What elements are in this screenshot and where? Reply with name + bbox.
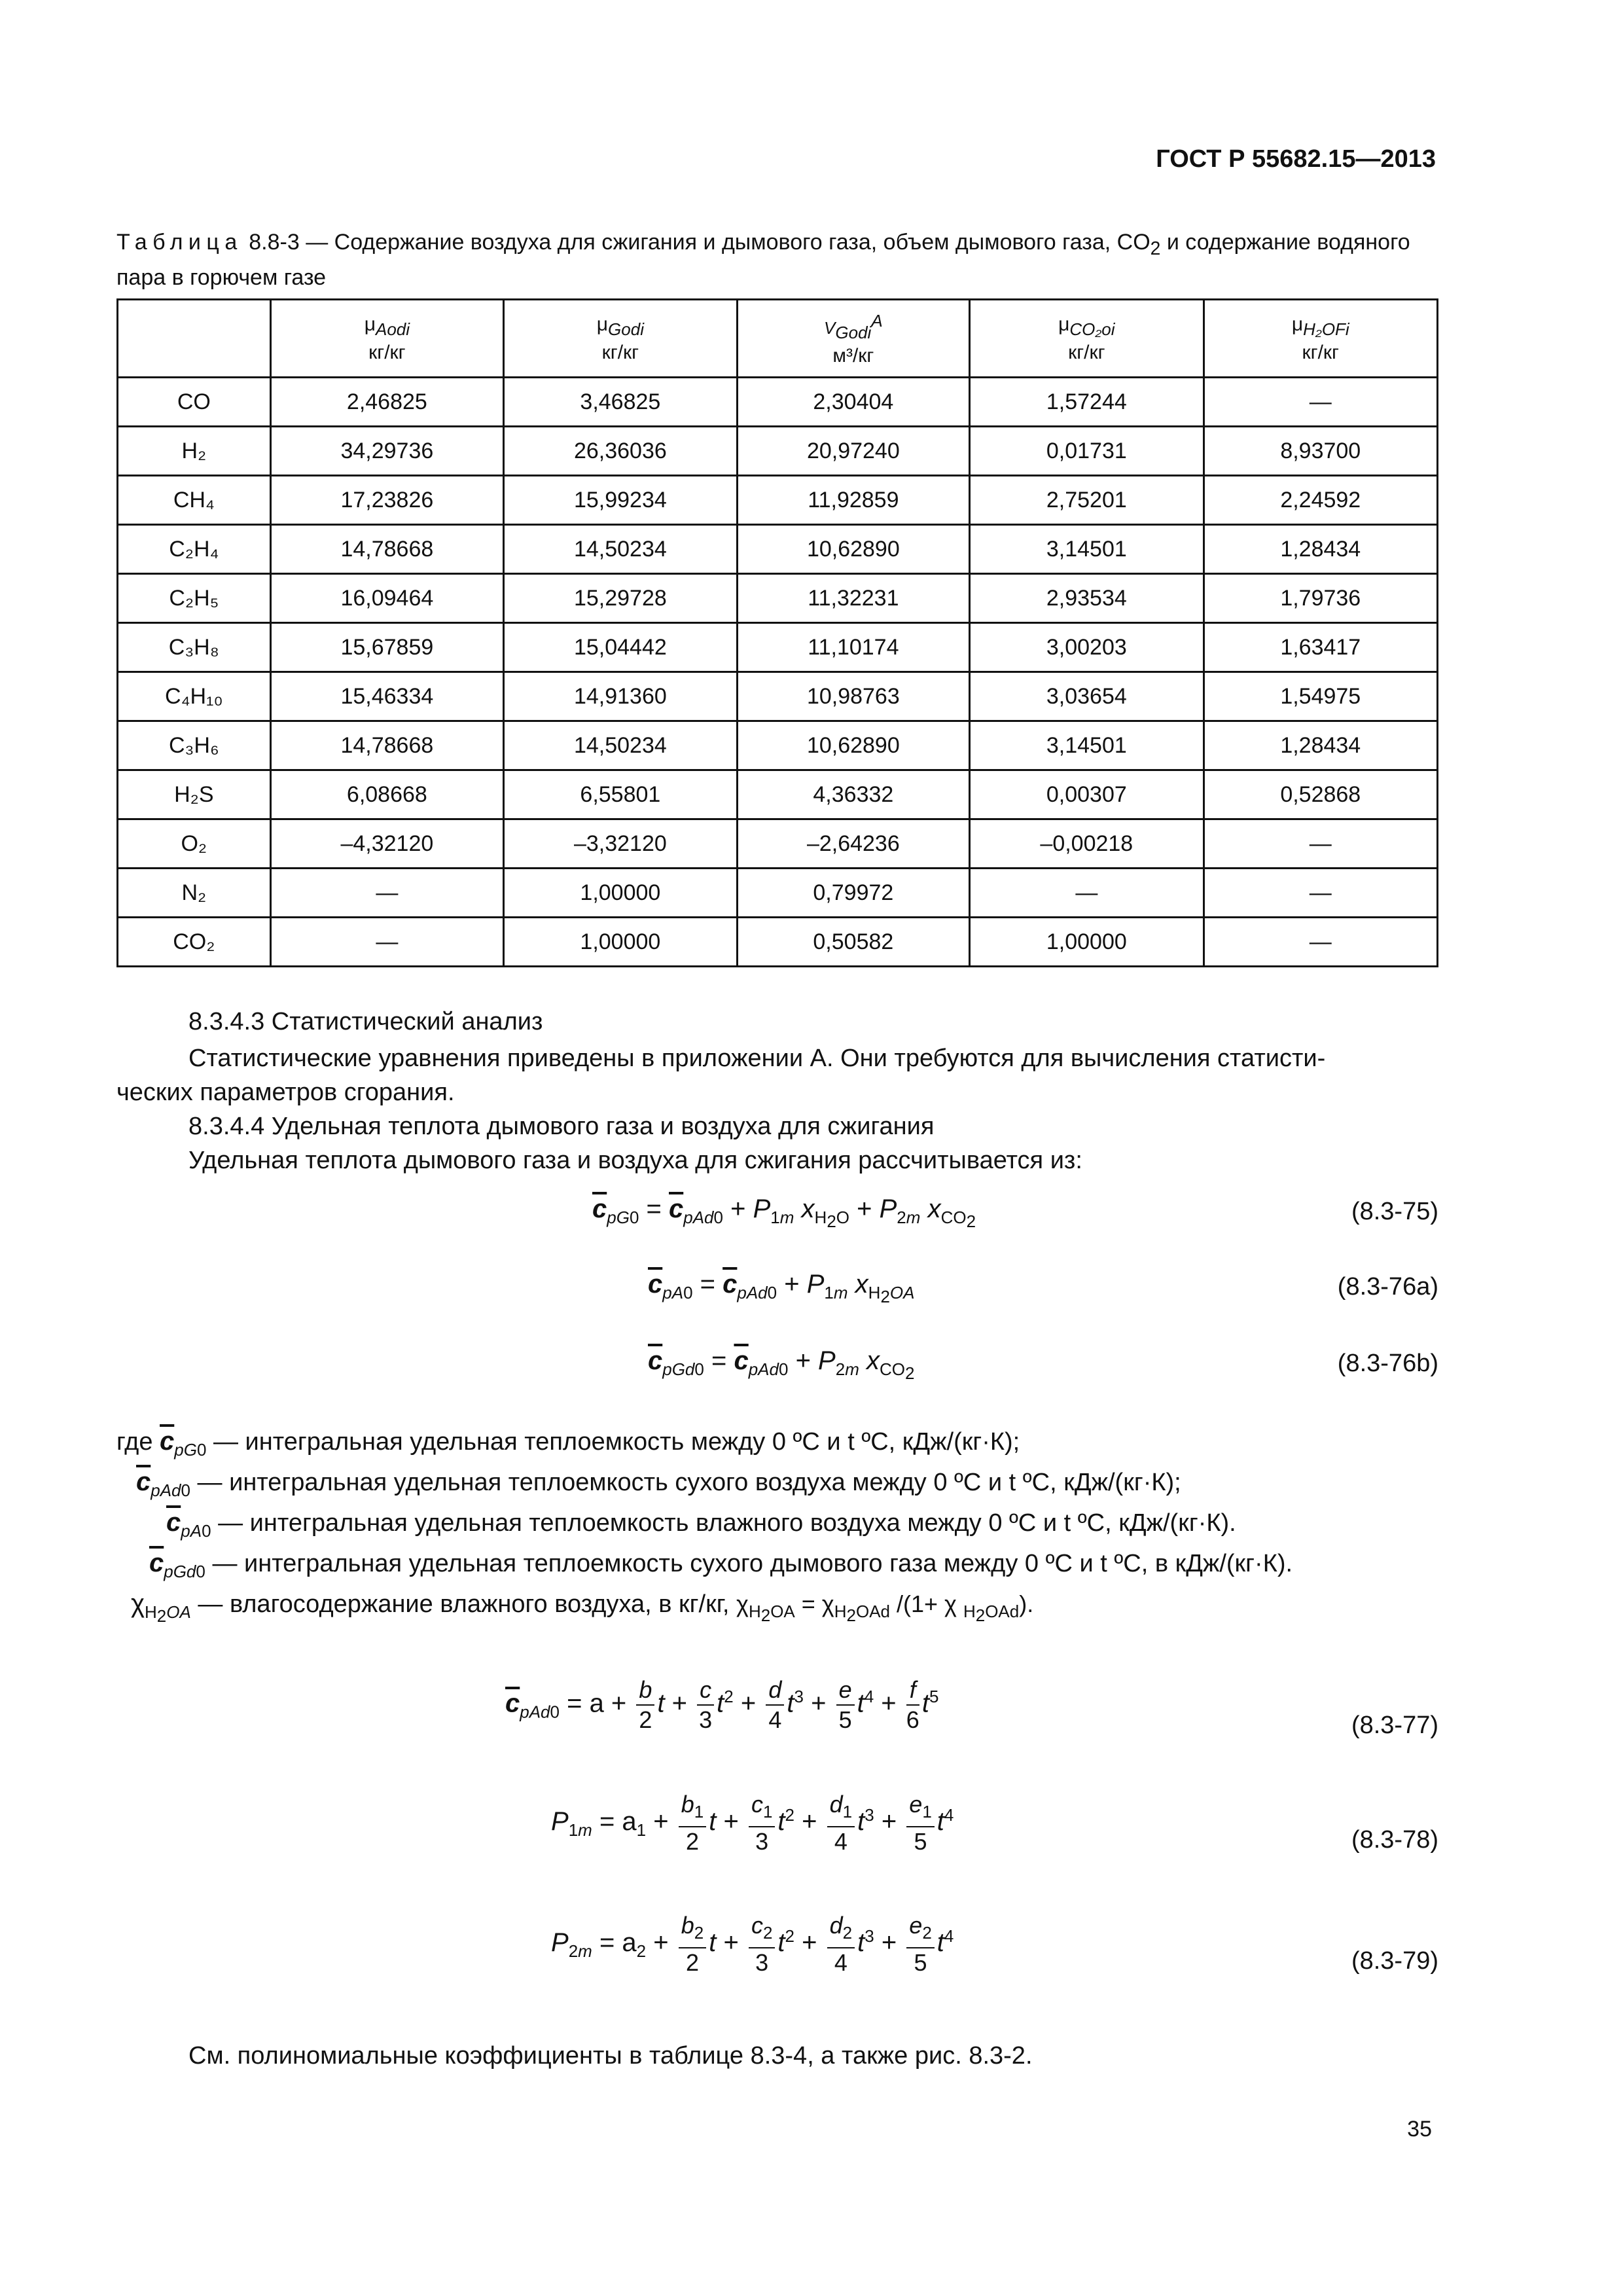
table-row — [118, 918, 1438, 967]
table-row — [118, 525, 1438, 574]
page-number: 35 — [1407, 2117, 1432, 2142]
value-cell: 3,14501 — [970, 525, 1204, 574]
table-caption — [116, 228, 1436, 292]
value-cell: 2,46825 — [270, 378, 503, 427]
value-cell: 14,91360 — [504, 672, 737, 721]
value-cell: — — [1204, 819, 1437, 869]
value-cell: — — [1204, 378, 1437, 427]
gas-cell: C₄H₁₀ — [118, 672, 271, 721]
header-empty — [118, 300, 271, 378]
value-cell: 10,62890 — [737, 525, 969, 574]
header-unit: кг/кг — [601, 341, 639, 363]
value-cell: 15,99234 — [504, 476, 737, 525]
section-text-line-1: Статистические уравнения приведены в приложении А. Они требуются для вычисления статисти- — [188, 1045, 1326, 1072]
gas-cell: N₂ — [118, 869, 271, 918]
gas-cell: C₃H₈ — [118, 623, 271, 672]
value-cell: 1,28434 — [1204, 721, 1437, 770]
value-cell: — — [1204, 869, 1437, 918]
value-cell: 15,29728 — [504, 574, 737, 623]
header-unit: кг/кг — [368, 341, 406, 363]
equation-8-3-76a: $\overline{c}_{pA0} = \overline{c}_{pAd0} + P_{1m}$ $x_{H_2OA}$ — [648, 1270, 915, 1307]
value-cell: 14,78668 — [270, 721, 503, 770]
equation-number: (8.3-76b) — [1337, 1350, 1438, 1377]
value-cell: 17,23826 — [270, 476, 503, 525]
gas-cell: CO — [118, 378, 271, 427]
equation-8-3-75: $\overline{c}_{pG0} = \overline{c}_{pAd0} + P_{1m}$ $x_{H_2O} + P_{2m}$ $x_{CO_2}$ — [592, 1194, 976, 1232]
equation-number: (8.3-76a) — [1337, 1273, 1438, 1300]
equation-8-3-78: $P_{1m} = a_1$ + $\frac{b_1}{2}$ t + $\frac{c_1}{3}$ $t^2$ + $\frac{d_1}{4}$ $t^3$ + $\frac{e_1}{5}$ $t^4$ — [551, 1791, 954, 1856]
table-row — [118, 378, 1438, 427]
equation-8-3-76b: $\overline{c}_{pGd0} = \overline{c}_{pAd0} + P_{2m}$ $x_{CO_2}$ — [648, 1346, 915, 1384]
value-cell: 1,28434 — [1204, 525, 1437, 574]
value-cell: 3,00203 — [970, 623, 1204, 672]
value-cell: –0,00218 — [970, 819, 1204, 869]
value-cell: 16,09464 — [270, 574, 503, 623]
gas-cell: O₂ — [118, 819, 271, 869]
value-cell: 15,46334 — [270, 672, 503, 721]
value-cell: 4,36332 — [737, 770, 969, 819]
value-cell: 1,00000 — [504, 918, 737, 967]
value-cell: 1,57244 — [970, 378, 1204, 427]
value-cell: — — [270, 918, 503, 967]
gas-cell: H₂S — [118, 770, 271, 819]
caption-prefix: Таблица — [116, 230, 243, 255]
definition-cpad0: $\overline{c}_{pAd0}$ — интегральная удельная теплоемкость сухого воздуха между 0 ºC и t ºC, кДж/(кг·К); — [136, 1467, 1181, 1500]
table-row — [118, 819, 1438, 869]
value-cell: 14,50234 — [504, 721, 737, 770]
value-cell: 1,54975 — [1204, 672, 1437, 721]
table-row — [118, 869, 1438, 918]
value-cell: 3,14501 — [970, 721, 1204, 770]
value-cell: 0,79972 — [737, 869, 969, 918]
header-mu-h2ofi: $\mu_{H_2OFi}$ кг/кг — [1204, 300, 1437, 378]
definition-chi-h2oa: $\chi_{H_2OA}$ — влагосодержание влажного воздуха, в кг/кг, $\chi_{H_2OA} = \chi_{H_2OAd}$ /(1+ χ $_{H_2OAd}$). — [131, 1589, 1034, 1626]
value-cell: 11,32231 — [737, 574, 969, 623]
value-cell: 15,04442 — [504, 623, 737, 672]
header-v-godi: $V_{Godi}^A$ м³/кг — [737, 300, 969, 378]
header-mu-co2oi: $\mu_{CO_2oi}$ кг/кг — [970, 300, 1204, 378]
table-row — [118, 770, 1438, 819]
equation-number: (8.3-78) — [1351, 1826, 1438, 1854]
gas-cell: H₂ — [118, 427, 271, 476]
caption-text-2: и содержание водяного пара в горючем газе — [116, 230, 1410, 290]
value-cell: 11,92859 — [737, 476, 969, 525]
equation-8-3-77: $\overline{c}_{pAd0} = a$ + $\frac{b}{2}$ t + $\frac{c}{3}$ $t^2$ + $\frac{d}{4}$ $t^3$ + $\frac{e}{5}$ $t^4$ + $\frac{f}{6}$ $t^5$ — [505, 1676, 939, 1733]
value-cell: 1,79736 — [1204, 574, 1437, 623]
value-cell: 14,50234 — [504, 525, 737, 574]
section-title-heat: 8.3.4.4 Удельная теплота дымового газа и воздуха для сжигания — [188, 1113, 935, 1140]
value-cell: 10,62890 — [737, 721, 969, 770]
table-row — [118, 476, 1438, 525]
value-cell: 0,50582 — [737, 918, 969, 967]
header-unit: кг/кг — [1068, 341, 1105, 363]
header-mu-aodi: $\mu_{Aodi}$ кг/кг — [270, 300, 503, 378]
value-cell: 6,08668 — [270, 770, 503, 819]
value-cell: 1,00000 — [970, 918, 1204, 967]
value-cell: 3,46825 — [504, 378, 737, 427]
header-unit: кг/кг — [1302, 341, 1339, 363]
value-cell: 3,03654 — [970, 672, 1204, 721]
table-row — [118, 623, 1438, 672]
caption-text-1: — Содержание воздуха для сжигания и дымового газа, объем дымового газа, CO — [299, 230, 1150, 255]
value-cell: 1,00000 — [504, 869, 737, 918]
definition-cpgd0: $\overline{c}_{pGd0}$ — интегральная удельная теплоемкость сухого дымового газа между 0 ºC и t ºC, в кДж/(кг·К). — [149, 1549, 1293, 1581]
table-row — [118, 721, 1438, 770]
equation-number: (8.3-79) — [1351, 1947, 1438, 1975]
value-cell: 15,67859 — [270, 623, 503, 672]
caption-number: 8.8-3 — [249, 230, 300, 255]
value-cell: 6,55801 — [504, 770, 737, 819]
header-mu-godi: $\mu_{Godi}$ кг/кг — [504, 300, 737, 378]
value-cell: 2,30404 — [737, 378, 969, 427]
section-text-line-2: ческих параметров сгорания. — [116, 1079, 455, 1106]
equation-number: (8.3-75) — [1351, 1198, 1438, 1225]
section-text-heat: Удельная теплота дымового газа и воздуха для сжигания рассчитывается из: — [188, 1147, 1082, 1174]
value-cell: 2,24592 — [1204, 476, 1437, 525]
gas-cell: CO₂ — [118, 918, 271, 967]
value-cell: — — [270, 869, 503, 918]
value-cell: 0,52868 — [1204, 770, 1437, 819]
value-cell: 20,97240 — [737, 427, 969, 476]
value-cell: 0,00307 — [970, 770, 1204, 819]
value-cell: –3,32120 — [504, 819, 737, 869]
value-cell: — — [1204, 918, 1437, 967]
table-row — [118, 427, 1438, 476]
gas-cell: C₂H₅ — [118, 574, 271, 623]
table-row — [118, 574, 1438, 623]
value-cell: 34,29736 — [270, 427, 503, 476]
value-cell: –4,32120 — [270, 819, 503, 869]
value-cell: — — [970, 869, 1204, 918]
footer-note: См. полиномиальные коэффициенты в таблице 8.3-4, а также рис. 8.3-2. — [188, 2042, 1033, 2070]
definition-cpg0: где $\overline{c}_{pG0}$ — интегральная удельная теплоемкость между 0 ºC и t ºC, кДж/(кг·К); — [116, 1427, 1020, 1460]
value-cell: 26,36036 — [504, 427, 737, 476]
equation-number: (8.3-77) — [1351, 1712, 1438, 1739]
document-header: ГОСТ Р 55682.15—2013 — [1156, 145, 1436, 173]
gas-cell: C₃H₆ — [118, 721, 271, 770]
gas-cell: C₂H₄ — [118, 525, 271, 574]
value-cell: 1,63417 — [1204, 623, 1437, 672]
definition-cpa0: $\overline{c}_{pA0}$ — интегральная удельная теплоемкость влажного воздуха между 0 ºC и t ºC, кДж/(кг·К). — [166, 1508, 1236, 1541]
equation-8-3-79: $P_{2m} = a_2$ + $\frac{b_2}{2}$ t + $\frac{c_2}{3}$ $t^2$ + $\frac{d_2}{4}$ $t^3$ + $\frac{e_2}{5}$ $t^4$ — [551, 1912, 954, 1977]
value-cell: 2,93534 — [970, 574, 1204, 623]
value-cell: 10,98763 — [737, 672, 969, 721]
value-cell: 11,10174 — [737, 623, 969, 672]
combustion-table — [116, 298, 1438, 967]
value-cell: 0,01731 — [970, 427, 1204, 476]
table-row — [118, 672, 1438, 721]
section-title-statistical: 8.3.4.3 Статистический анализ — [188, 1008, 543, 1035]
value-cell: 8,93700 — [1204, 427, 1437, 476]
caption-sub: 2 — [1150, 238, 1161, 259]
table-header-row — [118, 300, 1438, 378]
gas-cell: CH₄ — [118, 476, 271, 525]
value-cell: 14,78668 — [270, 525, 503, 574]
value-cell: 2,75201 — [970, 476, 1204, 525]
value-cell: –2,64236 — [737, 819, 969, 869]
header-unit: м³/кг — [832, 345, 874, 367]
